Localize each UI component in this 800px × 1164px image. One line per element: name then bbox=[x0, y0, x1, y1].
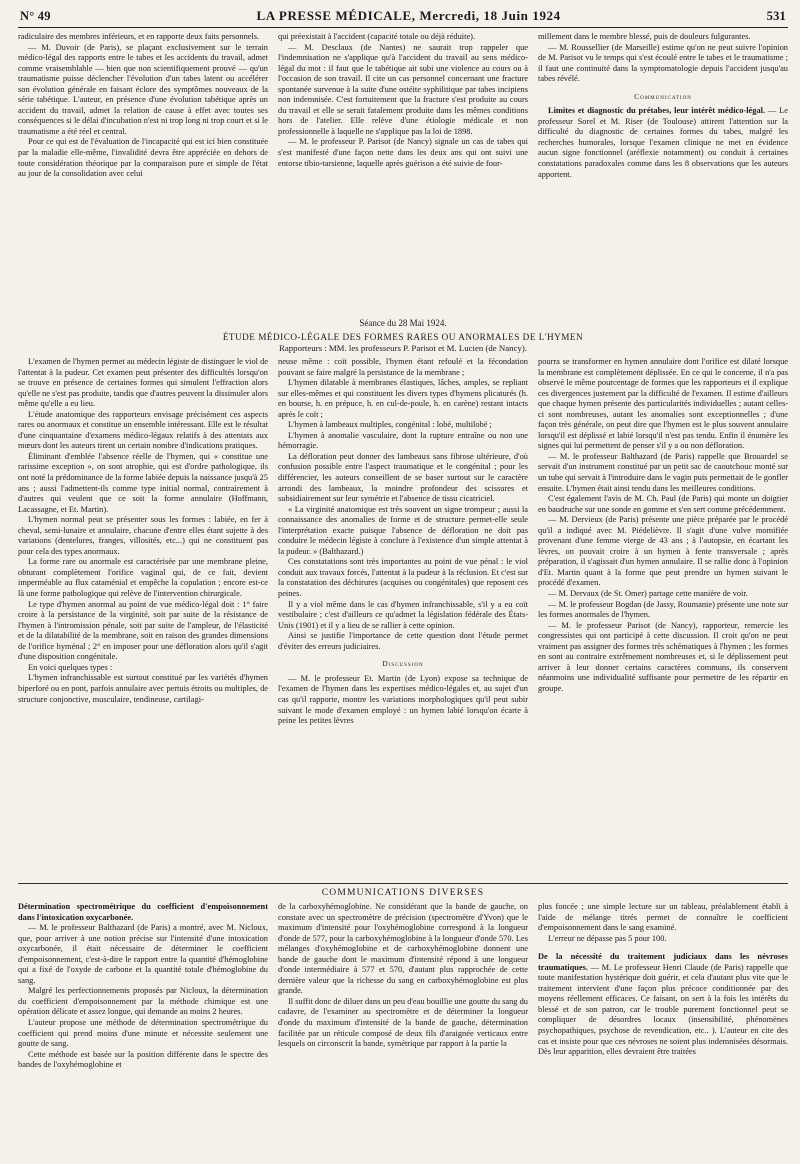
journal-title: LA PRESSE MÉDICALE, Mercredi, 18 Juin 1924 bbox=[256, 8, 561, 23]
paragraph: neuse même : coït possible, l'hymen étant refoulé et la fécondation pouvant se faire malgré la persistance de la membrane ; bbox=[278, 357, 528, 377]
diverses-section bbox=[18, 902, 788, 1164]
paragraph: L'étude anatomique des rapporteurs envisage précisément ces aspects rares ou anormaux et constitue un ensemble intéressant. Elle est le résultat d'une cinquantaine d'examens médico-légaux relatifs à des attentats aux mœurs dont les auteurs tirent un certain nombre d'indications pratiques. bbox=[18, 409, 268, 451]
discussion-heading: Discussion bbox=[382, 659, 424, 669]
paragraph: — M. Roussellier (de Marseille) estime qu'on ne peut suivre l'opinion de M. Parisot vu le temps qui s'est écoulé entre le tabes et le traumatisme ; il faut une continuité dans la symptomatologie depuis l'accident jusqu'au tabes révélé. bbox=[538, 42, 788, 84]
paragraph: Il suffit donc de diluer dans un peu d'eau bouillie une goutte du sang du cadavre, de l'examiner au spectromètre et de déterminer la longueur d'onde du maximum d'intensité de la bande de gauche, détermination facilitée par un réticule composé de deux fils d'araignée verticaux entre lesquels on circonscrit la bande, symétrique par rapport à la partie la bbox=[278, 996, 528, 1049]
paragraph: Cette méthode est basée sur la position différente dans le spectre des bandes de l'oxyhémoglobine et bbox=[18, 1049, 268, 1070]
paragraph: L'hymen dilatable à membranes élastiques, lâches, amples, se repliant sur elles-mêmes et qui constituent les divers types d'hymens plicaturés (h. en bourse, h. en prépuce, h. en cul-de-poule, h. en carène) restant intacts après le coït ; bbox=[278, 378, 528, 419]
paragraph: Éliminant d'emblée l'absence réelle de l'hymen, qui « constitue une rarissime exception », on sont atrophie, qui est d'ordre pathologique, ils ont noté la prédominance de la forme labiée depuis la naissance jusqu'à 25 ans ; aussi l'admettent-ils comme type initial normal, contrairement à d'autres qui veulent que ce soit la forme annulaire (Hoffmann, Lacassagne, et Et. Martin). bbox=[18, 451, 268, 514]
paragraph: qui préexistait à l'accident (capacité totale ou déjà réduite). bbox=[278, 32, 476, 41]
paragraph: C'est également l'avis de M. Ch. Paul (de Paris) qui monte un doigtier en baudruche sur une sonde en gomme et s'en sert comme précédemment. bbox=[538, 494, 788, 514]
paragraph: La défloration peut donner des lambeaux sans fibrose ultérieure, d'où confusion possible entre l'aspect traumatique et le congénital ; pour les différencier, les auteurs conseillent de se baser surtout sur le caractère arrondi des lambeaux, la moindre profondeur des scissures et subsidiairement sur leur symétrie et l'absence de tissu cicatriciel. bbox=[278, 451, 528, 504]
paragraph bbox=[538, 952, 788, 1057]
paragraph: Malgré les perfectionnements proposés par Nicloux, la détermination du coefficient d'empoisonnement par la méthode chimique est une opération délicate et assez longue, qui demande au moins 2 heures. bbox=[18, 986, 268, 1017]
spacer bbox=[538, 944, 788, 952]
paragraph: Ainsi se justifie l'importance de cette question dont l'étude permet d'éviter des erreurs judiciaires. bbox=[278, 631, 528, 651]
diverses-col-2 bbox=[278, 902, 528, 1164]
paragraph: En voici quelques types : bbox=[28, 662, 113, 672]
paragraph: — M. le professeur Parisot (de Nancy), rapporteur, remercie les congressistes qui ont participé à cette discussion. Il croit qu'on ne peut vraiment pas assigner des formes très schématiques à l'hymen ; les formes en sont au contraire extrêmement nombreuses et, si le déplissement peut arriver à leur donner certains caractères communs, ils conservent néanmoins une individualité suffisante pour permettre de les répartir en groupe. bbox=[538, 620, 788, 693]
diverses-col-3 bbox=[538, 902, 788, 1164]
rapporteurs: Rapporteurs : MM. les professeurs P. Parisot et M. Lucien (de Nancy). bbox=[279, 343, 527, 353]
top-col-1 bbox=[18, 32, 268, 312]
paragraph: Ces constatations sont très importantes au point de vue pénal : le viol conduit aux travaux forcés, l'attentat à la pudeur à la réclusion. Et c'est sur la constatation des déchirures (acquises ou congénitales) que reposent ces peines. bbox=[278, 557, 528, 599]
paragraph: L'hymen à anomalie vasculaire, dont la rupture entraîne ou non une hémorragie. bbox=[278, 430, 528, 451]
paragraph: L'hymen à lambeaux multiples, congénital : lobé, multilobé ; bbox=[288, 420, 492, 430]
top-section bbox=[18, 32, 788, 312]
article-heading: Détermination spectrométrique du coefficient d'empoisonnement dans l'intoxication oxycarbonée. bbox=[18, 902, 268, 922]
paragraph: de la carboxyhémoglobine. Ne considérant que la bande de gauche, on constate avec un spectromètre de précision (spectromètre d'Yvon) que le maximum d'intensité pour l'oxyhémoglobine correspond à la longueur d'onde de 577, pour la carboxyhémoglobine à la longueur d'onde 570. Les mélanges d'oxyhémoglobine et de carboxyhémoglobine donnent une bande de gauche dont le maximum d'intensité répond à une longueur d'onde intermédiaire à 577 et 570, d'autant plus rapprochée de cette dernière valeur que la richesse du sang en carboxyhémoglobine est plus grande. bbox=[278, 902, 528, 996]
paragraph: Le type d'hymen anormal au point de vue médico-légal doit : 1° faire croire à la persistance de la virginité, soit par suite de la résistance de l'hymen à l'intromission pénale, soit par suite de l'ampleur, de l'élasticité et de la dilatabilité de la membrane, soit en raison des grandes dimensions de l'orifice hyménal ; 2° en imposer pour une défloration alors qu'il s'agit d'une disposition congénitale. bbox=[18, 599, 268, 662]
seance-date: Séance du 28 Mai 1924. bbox=[359, 318, 447, 328]
paragraph: — M. le professeur P. Parisot (de Nancy) signale un cas de tabes qui s'est manifesté d'une façon nette dans les deux ans qui ont suivi une entorse tibio-tarsienne, laquelle après guérison a été suivie de four- bbox=[278, 137, 528, 168]
masthead bbox=[18, 6, 788, 28]
study-col-2 bbox=[278, 357, 528, 879]
paragraph: L'examen de l'hymen permet au médecin légiste de distinguer le viol de l'attentat à la pudeur. Cet examen peut présenter des difficultés lorsqu'on se trouve en présence de certaines formes qui simulent l'effraction alors qu'elle ne s'est pas produite, tandis que d'autres peuvent la dissimuler alors même qu'elle a eu lieu. bbox=[18, 357, 268, 409]
communication-heading: Communication bbox=[634, 91, 692, 101]
paragraph: — M. le professeur Bogdan (de Jassy, Roumanie) présente une note sur les formes anormales de l'hymen. bbox=[538, 599, 788, 620]
paragraph: La forme rare ou anormale est caractérisée par une membrane pleine, obturant complètement l'orifice vaginal qui, de ce fait, devient imperméable au flux cataménial et empêche la copulation ; encore est-ce là une forme pathologique qui relève de l'intervention chirurgicale. bbox=[18, 557, 268, 599]
paragraph: — M. Desclaux (de Nantes) ne saurait trop rappeler que l'indemnisation ne s'applique qu'à l'accident du travail au sens médico-légal du mot : il faut que le tabétique ait subi une violence au cours ou à l'occasion de son travail. Il cite un cas personnel concernant une fracture spontanée survenue à la suite d'une ostéite syphilitique par tabes incipiens non indemnisée. C'est fortuitement que la fracture s'est produite au cours du travail et elle se serait fatalement produite dans les mêmes conditions hors de l'atelier. Elle relève d'une étiologie médicale et non professionnelle à laquelle ne s'applique pas la loi de 1898. bbox=[278, 42, 528, 136]
paragraph bbox=[538, 106, 788, 180]
section-divider bbox=[18, 883, 788, 884]
study-title: ÉTUDE MÉDICO-LÉGALE DES FORMES RARES OU ANORMALES DE L'HYMEN bbox=[222, 332, 584, 342]
paragraph: — M. Duvoir (de Paris), se plaçant exclusivement sur le terrain médico-légal des rapports entre le tabes et les accidents du travail, admet comme vraisemblable — bien que non scientifiquement prouvé — qu'un traumatisme puisse déclencher l'évolution d'un tabes latent ou accélérer son évolution générale en faisant éclore des symptômes nouveaux de la série tabétique. L'auteur, en présence d'une évolution tabétique après un accident du travail, admet la relation de cause à effet avec toutes ses conséquences si le délai d'incubation n'est ni trop long ni trop court et si le traumatisme a été réel et central. bbox=[18, 42, 268, 136]
paragraph: — M. le professeur Balthazard (de Paris) rappelle que Brouardel se servait d'un instrument constitué par un petit sac de caoutchouc monté sur un tube qui servait à l'introduire dans le vagin puis permettait de le gonfler ensuite. L'hymen était ainsi tendu dans les meilleures conditions. bbox=[538, 451, 788, 493]
top-col-3 bbox=[538, 32, 788, 312]
paragraph: L'auteur propose une méthode de détermination spectrométrique du coefficient qui prend moins d'une minute et nécessite seulement une goutte de sang. bbox=[18, 1018, 268, 1049]
paragraph: — M. Dervaux (de St. Omer) partage cette manière de voir. bbox=[548, 589, 748, 599]
newspaper-page bbox=[18, 6, 788, 1076]
article-text: — M. Le professeur Henri Claude (de Paris) rappelle que toute manifestation hystérique doit guérir, et cela d'autant plus vite que le traitement intervient d'une façon plus précoce conditionnée par des moyens réellement efficaces. Ce faisant, on sert à la fois les intérêts du blessé et de son patron, car le trouble purement fonctionnel peut se compliquer de désordres locaux (insensibilité, phénomènes psychopathiques, psychose de revendication, etc.. ). L'auteur en cite des cas et insiste pour que ces névroses ne soient plus indemnisées désormais. Dès leur apparition, elles devraient être traitées bbox=[538, 962, 788, 1057]
article-heading: De la nécessité du traitement judiciaux dans les névroses traumatiques. bbox=[538, 952, 788, 972]
comm-text: — Le professeur Sorel et M. Riser (de Toulouse) attirent l'attention sur la difficulté du diagnostic de certaines formes du tabes, malgré les recherches humorales, lorsque l'examen clinique ne met en évidence aucun signe fonctionnel (aréflexie notamment) ou conduit à certaines constatations paradoxales comme dans les 8 observations que les auteurs apportent. bbox=[538, 106, 788, 179]
paragraph: millement dans le membre blessé, puis de douleurs fulgurantes. bbox=[538, 32, 751, 41]
page-number: 531 bbox=[766, 9, 786, 23]
paragraph: pourra se transformer en hymen annulaire dont l'orifice est dilaté lorsque la membrane est complètement déplissée. En ce qui le concerne, il n'a pas observé le même pourcentage de formes que les rapporteurs et il explique ces divergences justement par la difficulté de l'examen. Il estime d'ailleurs que chaque hymen présente des particularités individuelles ; autant celles-ci sont nombreuses, autant les anomalies sont exceptionnelles ; d'une façon très générale, on peut dire que l'hymen est le plus souvent annulaire lorsqu'il est déplissé et labié lorsqu'il n'est pas tendu. Enfin il énumère les signes qui lui permettent de penser s'il y a ou non défloration. bbox=[538, 357, 788, 451]
paragraph: plus foncée ; une simple lecture sur un tableau, préalablement établi à l'aide de mélange titrés permet de connaître le coefficient d'empoisonnement dans le sang examiné. bbox=[538, 902, 788, 933]
study-section bbox=[18, 357, 788, 879]
paragraph: L'hymen infranchissable est surtout constitué par les variétés d'hymen biperforé ou en pont, parfois annulaire avec pertuis étroits ou multiples, de structure conjonctive, musculaire, tendineuse, cartilagi- bbox=[18, 673, 268, 704]
study-col-3 bbox=[538, 357, 788, 879]
paragraph: Il y a viol même dans le cas d'hymen infranchissable, s'il y a eu coït vestibulaire ; c'est d'ailleurs ce qu'admet la législation fédérale des États-Unis (1901) et il y a lieu de se rallier à cette opinion. bbox=[278, 599, 528, 630]
paragraph: L'erreur ne dépasse pas 5 pour 100. bbox=[548, 933, 667, 943]
paragraph: L'hymen normal peut se présenter sous les formes : labiée, en fer à cheval, semi-lunaire et annulaire, chacune d'entre elles étant sujette à des variations (dentelures, franges, villosités, etc...) qui ne constituent pas pour cela des types anormaux. bbox=[18, 515, 268, 556]
study-col-1 bbox=[18, 357, 268, 879]
diverses-col-1 bbox=[18, 902, 268, 1164]
paragraph: « La virginité anatomique est très souvent un signe trompeur ; aussi la connaissance des anomalies de forme et de structure permet-elle seule l'interprétation exacte puisque l'absence de défloration ne doit pas conduire le médecin légiste à conclure à l'existence d'un simple attentat à la pudeur. » (Balthazard.) bbox=[278, 504, 528, 556]
issue-number: N° 49 bbox=[20, 9, 51, 23]
diverses-title: COMMUNICATIONS DIVERSES bbox=[321, 888, 485, 898]
top-col-2 bbox=[278, 32, 528, 312]
paragraph: Pour ce qui est de l'évaluation de l'incapacité qui est ici bien constituée par la maladie elle-même, l'invalidité devra être appréciée en dehors de toute considération théorique par la comparaison pure et simple de l'état au jour de la consolidation avec celui bbox=[18, 137, 268, 179]
paragraph: — M. le professeur Balthazard (de Paris) a montré, avec M. Nicloux, que, pour arriver à une notion précise sur l'intensité d'une intoxication oxycarbonée, il était nécessaire de déterminer le coefficient d'empoisonnement, c'est-à-dire le rapport entre la quantité d'hémoglobine qui a fixé de l'oxyde de carbone et la quantité totale d'hémoglobine du sang. bbox=[18, 923, 268, 985]
paragraph: — M. le professeur Et. Martin (de Lyon) expose sa technique de l'examen de l'hymen dans les expertises médico-légales et, au sujet d'un cas qu'il rapporte, montre les variations morphologiques qu'il peut subir suivant le mode d'examen employé : un hymen labié lorsqu'on écarte à peine les petites lèvres bbox=[278, 673, 528, 726]
paragraph: radiculaire des membres inférieurs, et en rapporte deux faits personnels. bbox=[18, 32, 260, 41]
paragraph: — M. Dervieux (de Paris) présente une pièce préparée par le procédé qu'il a indiqué avec M. Piédelièvre. Il s'agit d'une vulve momifiée provenant d'une femme vierge de 43 ans ; à l'autopsie, en écartant les lèvres, on pouvait croire à un hymen à fente transversale ; après préparation, il s'agissait d'un hymen annulaire. Il se rallie donc à l'opinion d'Et. Martin quant à la forme que peut prendre un hymen suivant le procédé d'examen. bbox=[538, 515, 788, 588]
comm-title: Limites et diagnostic du prétabes, leur intérêt médico-légal. bbox=[548, 106, 766, 116]
